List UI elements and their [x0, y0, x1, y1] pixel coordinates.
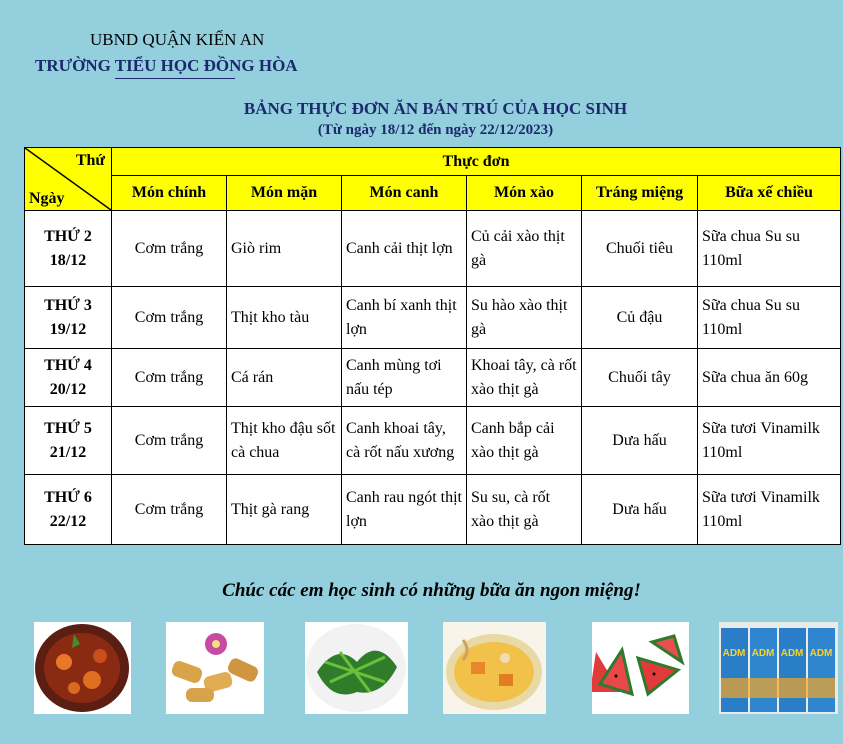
menu-cell: Củ cải xào thịt gà: [467, 211, 582, 287]
school-underline: [115, 78, 235, 79]
table-row: [25, 475, 841, 545]
milk-boxes-photo: [719, 622, 838, 714]
date-label: 20/12: [49, 380, 87, 398]
corner-date-label: Ngày: [29, 190, 65, 207]
table-row: [25, 407, 841, 475]
column-header: Món chính: [112, 176, 227, 211]
date-label: 19/12: [49, 320, 87, 338]
menu-cell: Sữa tươi Vinamilk 110ml: [698, 475, 841, 545]
soup-photo: [443, 622, 546, 714]
weekday-label: THỨ 5: [44, 419, 92, 437]
stew-photo: [34, 622, 131, 714]
menu-cell: Sữa tươi Vinamilk 110ml: [698, 407, 841, 475]
menu-cell: Cá rán: [227, 349, 342, 407]
menu-cell: Thịt gà rang: [227, 475, 342, 545]
stir-fried-greens-photo: [305, 622, 408, 714]
school-name: TRƯỜNG TIỂU HỌC ĐỒNG HÒA: [35, 56, 298, 75]
menu-cell: Sữa chua Su su 110ml: [698, 211, 841, 287]
menu-title: BẢNG THỰC ĐƠN ĂN BÁN TRÚ CỦA HỌC SINH: [243, 99, 628, 118]
menu-table: [24, 147, 841, 545]
weekday-label: THỨ 6: [44, 488, 92, 506]
menu-date-range: (Từ ngày 18/12 đến ngày 22/12/2023): [317, 122, 554, 138]
menu-cell: Cơm trắng: [112, 407, 227, 475]
menu-cell: Canh khoai tây, cà rốt nấu xương: [342, 407, 467, 475]
milk-box-logo: ADM: [751, 648, 775, 659]
table-row: [25, 211, 841, 287]
menu-cell: Chuối tây: [582, 349, 698, 407]
menu-cell: Dưa hấu: [582, 475, 698, 545]
menu-cell: Thịt kho tàu: [227, 287, 342, 349]
menu-cell: Su su, cà rốt xào thịt gà: [467, 475, 582, 545]
day-cell: [25, 407, 112, 475]
menu-cell: Cơm trắng: [112, 475, 227, 545]
column-header: Tráng miệng: [582, 176, 698, 211]
day-cell: [25, 287, 112, 349]
menu-cell: Canh bắp cải xào thịt gà: [467, 407, 582, 475]
column-header: Món canh: [342, 176, 467, 211]
day-cell: [25, 349, 112, 407]
date-label: 22/12: [49, 512, 87, 530]
column-header: Món mặn: [227, 176, 342, 211]
menu-cell: Cơm trắng: [112, 287, 227, 349]
column-header: Bữa xế chiều: [698, 176, 841, 211]
menu-cell: Thịt kho đậu sốt cà chua: [227, 407, 342, 475]
milk-box-logo: ADM: [780, 648, 804, 659]
menu-cell: Giò rim: [227, 211, 342, 287]
weekday-label: THỨ 3: [44, 296, 92, 314]
fried-fish-photo: [166, 622, 264, 714]
milk-box-logo: ADM: [809, 648, 833, 659]
menu-cell: Canh cải thịt lợn: [342, 211, 467, 287]
watermelon-photo: [592, 622, 689, 714]
day-cell: [25, 475, 112, 545]
org-name: UBND QUẬN KIẾN AN: [90, 30, 265, 49]
menu-cell: Canh mùng tơi nấu tép: [342, 349, 467, 407]
menu-cell: Củ đậu: [582, 287, 698, 349]
menu-cell: Sữa chua Su su 110ml: [698, 287, 841, 349]
menu-cell: Sữa chua ăn 60g: [698, 349, 841, 407]
menu-cell: Cơm trắng: [112, 211, 227, 287]
date-label: 18/12: [49, 251, 87, 269]
day-cell: [25, 211, 112, 287]
table-row: [25, 349, 841, 407]
weekday-label: THỨ 2: [44, 227, 92, 245]
menu-group-header: Thực đơn: [112, 148, 841, 176]
corner-weekday-label: Thứ: [75, 152, 105, 169]
column-header: Món xào: [467, 176, 582, 211]
weekday-label: THỨ 4: [44, 356, 92, 374]
milk-box-logo: ADM: [722, 648, 746, 659]
date-label: 21/12: [49, 443, 87, 461]
menu-cell: Canh bí xanh thịt lợn: [342, 287, 467, 349]
menu-cell: Canh rau ngót thịt lợn: [342, 475, 467, 545]
menu-cell: Khoai tây, cà rốt xào thịt gà: [467, 349, 582, 407]
corner-header-cell: [25, 148, 112, 211]
menu-cell: Dưa hấu: [582, 407, 698, 475]
table-row: [25, 287, 841, 349]
wish-message: Chúc các em học sinh có những bữa ăn ngon miệng!: [222, 580, 641, 601]
menu-cell: Su hào xào thịt gà: [467, 287, 582, 349]
menu-cell: Cơm trắng: [112, 349, 227, 407]
menu-cell: Chuối tiêu: [582, 211, 698, 287]
